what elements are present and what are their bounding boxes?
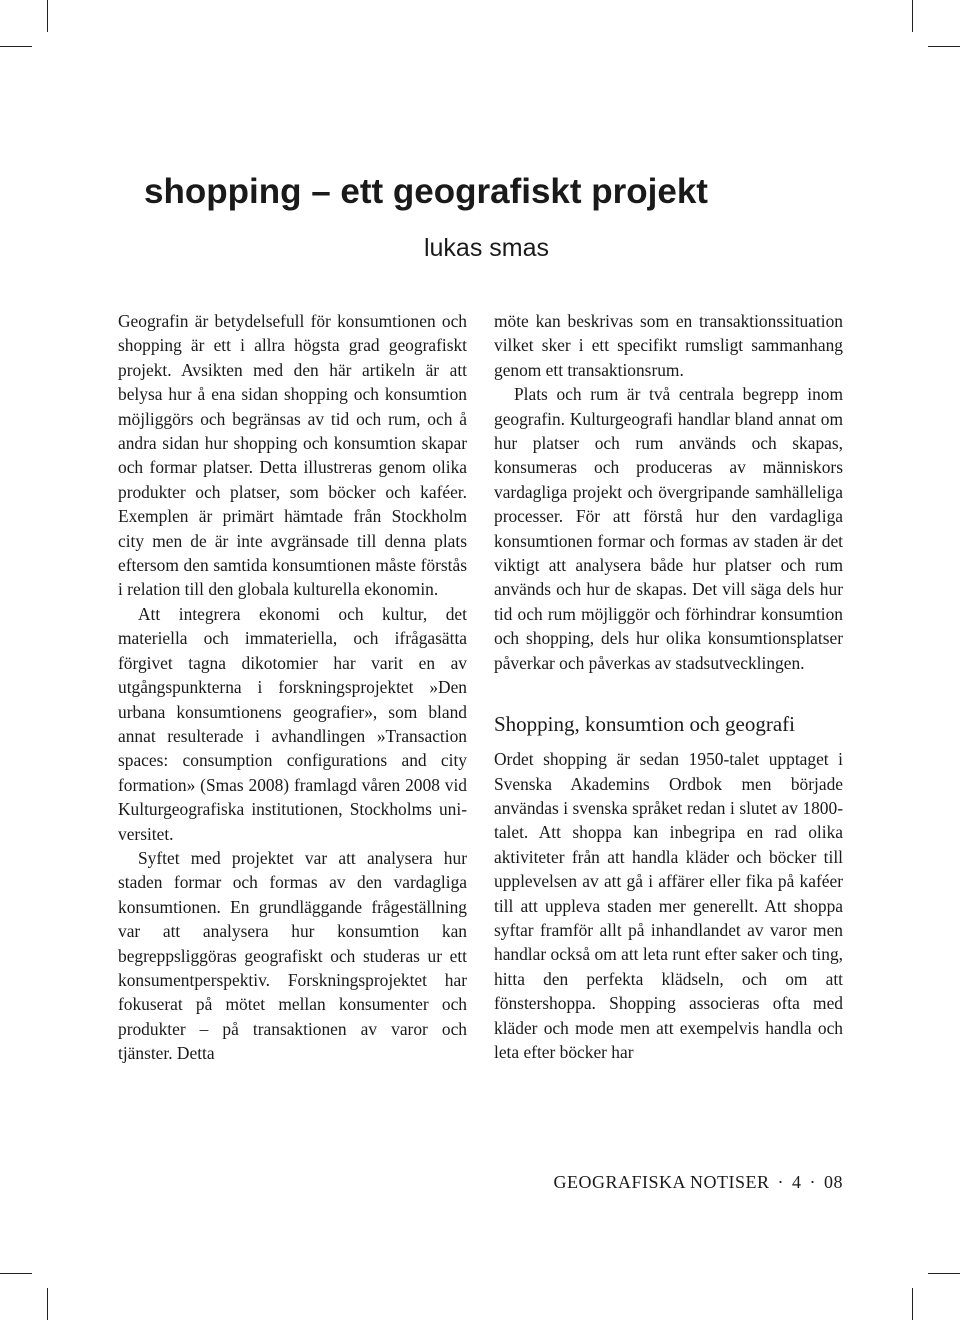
crop-mark	[912, 1288, 913, 1320]
paragraph: Plats och rum är två centrala begrepp inom geografin. Kulturgeografi handlar bland annat om hur platser och rum används och skapas, konsumeras och produceras av människors vardagliga projekt och övergripande samhälleliga processer. För att förstå hur den vardagliga konsumtionen formar och formas av staden är det viktigt att analysera både hur platser och rum används och hur de skapas. Det vill säga dels hur tid och rum möjliggör och förhindrar konsumtion och shopping, dels hur olika konsumtionsplatser påverkar och påverkas av stadsutvecklingen.	[494, 384, 843, 673]
issue-number: 4	[792, 1172, 802, 1192]
section-heading: Shopping, konsumtion och geografi	[494, 712, 795, 737]
crop-mark	[0, 1273, 32, 1274]
crop-mark	[0, 46, 32, 47]
paragraph: Syftet med projektet var att analysera hur staden formar och formas av den vardagliga konsumtionen. En grundläggande frågeställning var att analysera hur konsumtion kan begreppsliggöras geografiskt och studeras ur ett konsumentperspektiv. Forskningsprojektet har fokuserat på mötet mellan konsumenter och produkter – på transaktionen av varor och tjänster. Detta	[118, 847, 467, 1064]
footer-separator: ·	[777, 1172, 784, 1192]
page-footer	[534, 1172, 843, 1193]
crop-mark	[47, 0, 48, 32]
right-column	[494, 309, 843, 1064]
left-column	[118, 309, 467, 1066]
article-author: lukas smas	[423, 234, 549, 262]
crop-mark	[928, 1273, 960, 1274]
paragraph: Geografin är betydelsefull för konsumtionen och shopping är ett i allra högsta grad geografiskt projekt. Avsikten med den här artikeln är att belysa hur å ena sidan shopping och konsumtion möjliggörs och begränsas av tid och rum, och å andra sidan hur shopping och konsumtion skapar och formar platser. Detta illustreras genom olika produkter och platser, som böcker och kaféer. Exemplen är primärt hämtade från Stockholm city men de är inte avgränsade till denna plats eftersom den samtida konsumtionen måste förstås i relation till den globala kulturella ekonomin.	[118, 311, 467, 600]
paragraph: Att integrera ekonomi och kultur, det materiella och immateriella, och ifrågasätta förgivet tagna dikotomier har varit en av utgångspunkterna i forskningsprojektet »Den urbana konsumtionens geografier», som bland annat resulterade i avhandlingen »Transaction spaces: consumption configurations and city formation» (Smas 2008) framlagd våren 2008 vid Kulturgeografiska institutionen, Stockholms universitet.	[118, 603, 467, 844]
journal-name: GEOGRAFISKA NOTISER	[553, 1172, 770, 1192]
paragraph: möte kan beskrivas som en transaktionssituation vilket sker i ett specifikt rumsligt sammanhang genom ett transaktionsrum.	[494, 311, 843, 380]
paragraph: Ordet shopping är sedan 1950-talet upptaget i Svenska Akademins Ordbok men började användas i svenska språket redan i slutet av 1800-talet. Att shoppa kan inbegripa en rad olika aktiviteter från att handla kläder och böcker till upplevelsen av att gå i affärer eller fika på kaféer till att uppleva staden mer generellt. Att shoppa syftar framför allt på inhandlandet av varor men handlar också om att leta runt efter saker och ting, hitta den perfekta klädseln, och om att fönstershoppa. Shopping associeras ofta med kläder och mode men att exempelvis handla och leta efter böcker har	[494, 749, 843, 1062]
crop-mark	[912, 0, 913, 32]
footer-separator: ·	[809, 1172, 816, 1192]
crop-mark	[47, 1288, 48, 1320]
article-title: shopping – ett geografiskt projekt	[144, 172, 708, 211]
issue-year: 08	[824, 1172, 843, 1192]
crop-mark	[928, 46, 960, 47]
